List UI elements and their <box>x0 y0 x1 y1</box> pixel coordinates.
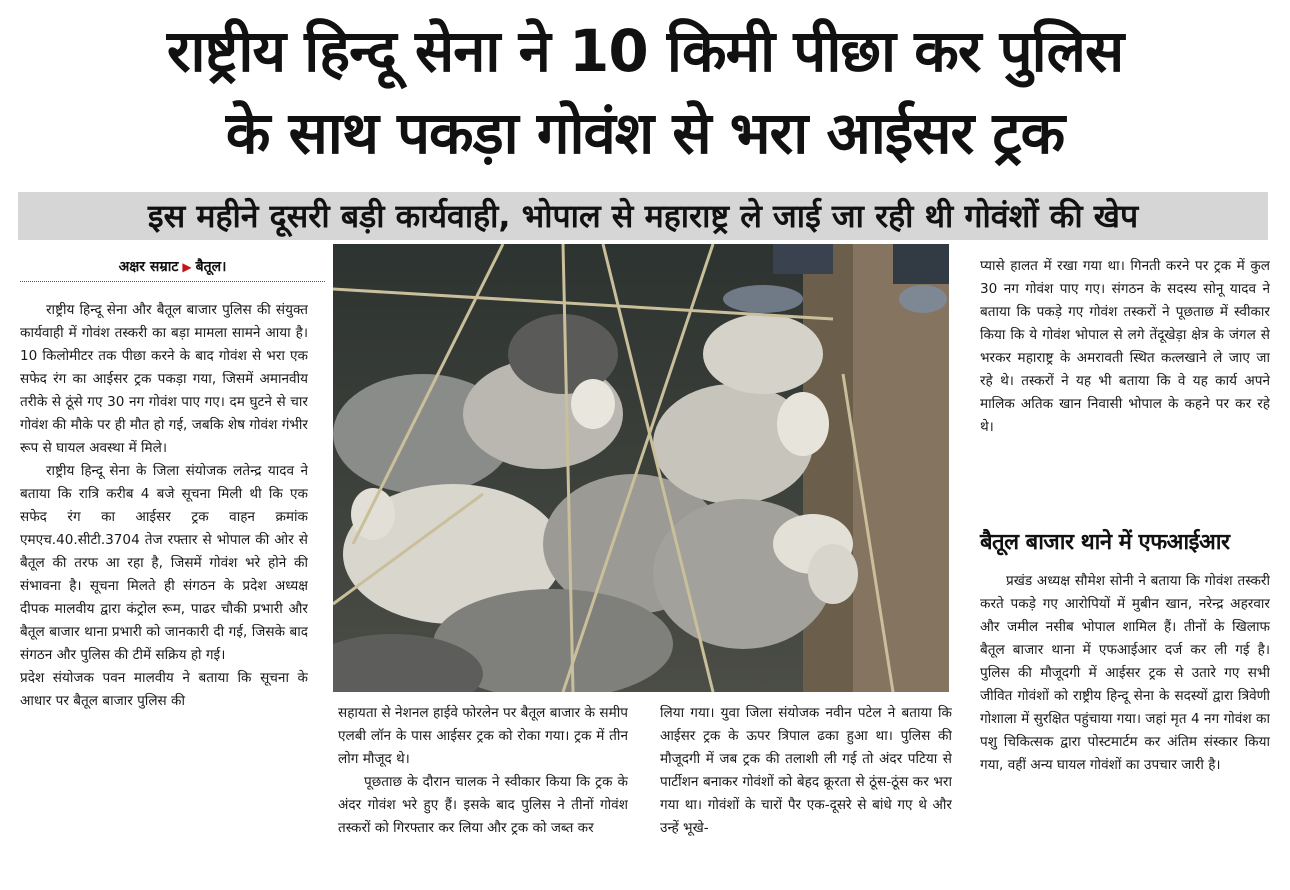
byline <box>20 255 325 282</box>
article-column-2 <box>338 702 628 882</box>
article-column-3 <box>660 702 952 882</box>
cattle-truck-photo-icon <box>333 244 949 692</box>
triangle-icon: ▶ <box>182 260 192 274</box>
headline-line-2: के साथ पकड़ा गोवंश से भरा आईसर ट्रक <box>225 99 1065 167</box>
subheadline: इस महीने दूसरी बड़ी कार्यवाही, भोपाल से महाराष्ट्र ले जाई जा रही थी गोवंशों की खेप <box>147 197 1139 235</box>
paragraph: लिया गया। युवा जिला संयोजक नवीन पटेल ने बताया कि आईसर ट्रक के ऊपर त्रिपाल ढका हुआ था। पुलिस की मौजूदगी में जब ट्रक की तलाशी ली गई तो अंदर पटिया से पार्टीशन बनाकर गोवंशों को बेहद क्रूरता से ठूंस-ठूंस कर भरा गया था। गोवंशों के चारों पैर एक-दूसरे से बांधे गए थे और उन्हें भूखे- <box>660 705 952 836</box>
byline-place: बैतूल। <box>195 259 227 275</box>
paragraph: सहायता से नेशनल हाईवे फोरलेन पर बैतूल बाजार के समीप एलबी लॉन के पास आईसर ट्रक को रोका गया। ट्रक में तीन लोग मौजूद थे। <box>338 705 628 767</box>
side-heading: बैतूल बाजार थाने में एफआईआर <box>980 530 1230 555</box>
byline-source: अक्षर सम्राट <box>118 259 179 275</box>
paragraph: प्रखंड अध्यक्ष सौमेश सोनी ने बताया कि गोवंश तस्करी करते पकड़े गए आरोपियों में मुबीन खान, नरेन्द्र अहरवार और जमील नसीब भोपाल शामिल हैं। तीनों के खिलाफ बैतूल बाजार थाना में एफआईआर दर्ज कर ली गई है। पुलिस की मौजूदगी में आईसर ट्रक से उतारे गए सभी जीवित गोवंशों को राष्ट्रीय हिन्दू सेना के सदस्यों द्वारा त्रिवेणी गोशाला में सुरक्षित पहुंचाया गया। जहां मृत 4 नग गोवंश का पशु चिकित्सक द्वारा पोस्टमार्टम कर अंतिम संस्कार किया गया, वहीं अन्य घायल गोवंशों का उपचार जारी है। <box>980 573 1270 773</box>
article-column-4 <box>980 255 1270 517</box>
paragraph: राष्ट्रीय हिन्दू सेना और बैतूल बाजार पुलिस की संयुक्त कार्यवाही में गोवंश तस्करी का बड़ा मामला सामने आया है। 10 किलोमीटर तक पीछा करने के बाद गोवंश से भरा एक सफेद रंग का आईसर ट्रक पकड़ा गया, जिसमें अमानवीय तरीके से ठूंसे गए 30 नग गोवंश पाए गए। दम घुटने से चार गोवंश की मौके पर ही मौत हो गई, जबकि शेष गोवंश गंभीर रूप से घायल अवस्था में मिले। <box>20 302 308 456</box>
paragraph: प्रदेश संयोजक पवन मालवीय ने बताया कि सूचना के आधार पर बैतूल बाजार पुलिस की <box>20 670 308 709</box>
article-column-4-continued <box>980 570 1270 885</box>
cattle-truck-photo <box>333 244 949 692</box>
headline-line-1: राष्ट्रीय हिन्दू सेना ने 10 किमी पीछा कर पुलिस <box>166 17 1124 85</box>
article-column-1 <box>20 299 308 884</box>
paragraph: प्यासे हालत में रखा गया था। गिनती करने पर ट्रक में कुल 30 नग गोवंश पाए गए। संगठन के सदस्य सोनू यादव ने बताया कि पकड़े गए गोवंश तस्करों ने पूछताछ में स्वीकार किया कि ये गोवंश भोपाल से लगे तेंदूखेड़ा क्षेत्र के जंगल से भरकर महाराष्ट्र के अमरावती स्थित कत्लखाने ले जाए जा रहे थे। तस्करों ने यह भी बताया कि वे यह कार्य अपने मालिक अतिक खान निवासी भोपाल के कहने पर कर रहे थे। <box>980 258 1270 435</box>
paragraph: राष्ट्रीय हिन्दू सेना के जिला संयोजक लतेन्द्र यादव ने बताया कि रात्रि करीब 4 बजे सूचना मिली थी कि एक सफेद रंग का आईसर ट्रक वाहन क्रमांक एमएच.40.सीटी.3704 तेज रफ्तार से भोपाल की ओर से बैतूल की तरफ आ रहा है, जिसमें गोवंश भरे होने की संभावना है। सूचना मिलते ही संगठन के प्रदेश अध्यक्ष दीपक मालवीय द्वारा कंट्रोल रूम, पाढर चौकी प्रभारी और बैतूल बाजार थाना प्रभारी को जानकारी दी गई, जिसके बाद संगठन और पुलिस की टीमें सक्रिय हो गई। <box>20 463 308 663</box>
paragraph: पूछताछ के दौरान चालक ने स्वीकार किया कि ट्रक के अंदर गोवंश भरे हुए हैं। इसके बाद पुलिस ने तीनों गोवंश तस्करों को गिरफ्तार कर लिया और ट्रक को जब्त कर <box>338 774 628 836</box>
